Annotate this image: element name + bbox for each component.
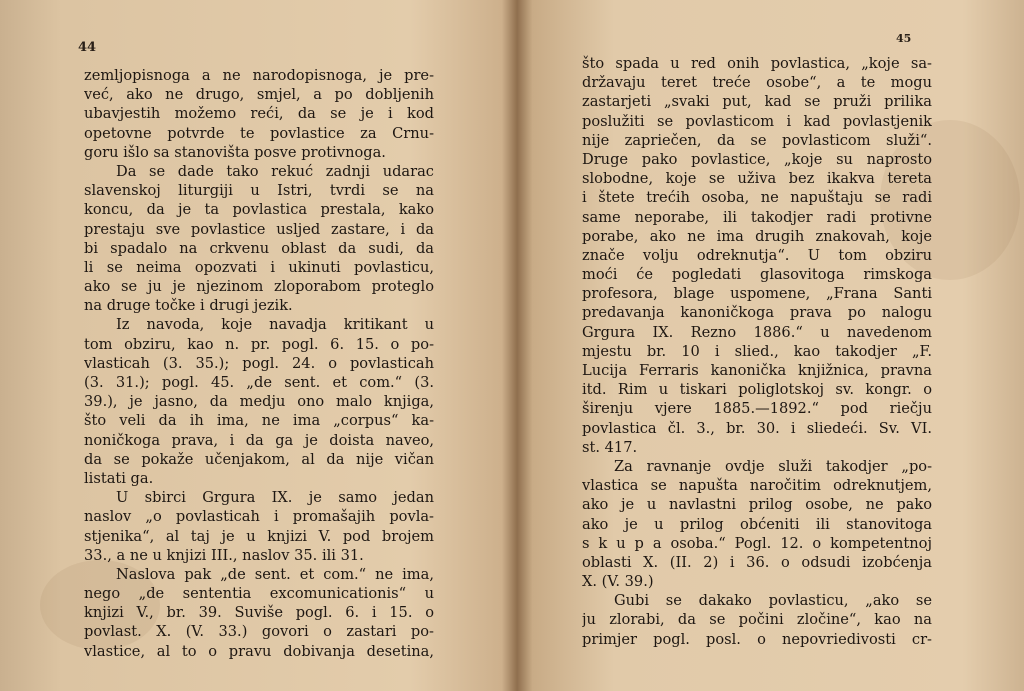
- text-line: itd. Rim u tiskari poliglotskoj sv. kongr. o: [582, 381, 932, 399]
- text-line: Lucija Ferraris kanonička knjižnica, pravna: [582, 362, 932, 379]
- text-line: tom obziru, kao n. pr. pogl. 6. 15. o po-: [84, 335, 434, 353]
- page-text: [84, 66, 434, 661]
- text-line: ju zlorabi, da se počini zločine“, kao na: [582, 611, 932, 629]
- text-line: Grgura IX. Rezno 1886.“ u navedenom: [582, 323, 932, 341]
- text-line: knjizi V., br. 39. Suviše pogl. 6. i 15. o: [84, 604, 434, 622]
- text-line: državaju teret treće osobe“, a te mogu: [582, 74, 932, 92]
- text-line: mjestu br. 10 i slied., kao takodjer „F.: [582, 342, 932, 360]
- text-line: bi spadalo na crkvenu oblast da sudi, da: [84, 239, 434, 257]
- text-line: primjer pogl. posl. o nepovriedivosti cr-: [582, 630, 932, 648]
- text-line: predavanja kanoničkoga prava po nalogu: [582, 304, 932, 322]
- text-line: stjenika“, al taj je u knjizi V. pod brojem: [84, 527, 434, 545]
- text-line: noničkoga prava, i da ga je doista naveo,: [84, 431, 434, 449]
- text-line: naslov „o povlasticah i promašajih povla-: [84, 508, 434, 526]
- text-line: ako je u navlastni prilog osobe, ne pako: [582, 496, 932, 514]
- text-line: zemljopisnoga a ne narodopisnoga, je pre-: [84, 67, 434, 84]
- text-line: listati ga.: [84, 469, 154, 487]
- text-line: širenju vjere 1885.—1892.“ pod riečju: [582, 400, 932, 418]
- text-line: Da se dade tako rekuć zadnji udarac: [116, 162, 434, 180]
- page-number: 45: [896, 32, 912, 45]
- text-line: povlast. X. (V. 33.) govori o zastari po-: [84, 623, 434, 641]
- text-line: 39.), je jasno, da medju ono malo knjiga,: [84, 393, 434, 411]
- text-line: zastarjeti „svaki put, kad se pruži prilika: [582, 93, 932, 111]
- text-line: moći će pogledati glasovitoga rimskoga: [582, 266, 932, 284]
- text-line: s k u p a osoba.“ Pogl. 12. o kompetentnoj: [582, 534, 932, 552]
- page-number: 44: [78, 40, 97, 55]
- text-line: U sbirci Grgura IX. je samo jedan: [116, 489, 434, 507]
- text-line: goru išlo sa stanovišta posve protivnoga.: [84, 143, 386, 161]
- text-line: Druge pako povlastice, „koje su naprosto: [582, 150, 932, 168]
- text-line: li se neima opozvati i ukinuti povlasticu,: [84, 258, 434, 276]
- text-line: poslužiti se povlasticom i kad povlastjenik: [582, 112, 932, 130]
- left-page: [0, 0, 510, 691]
- text-line: što spada u red onih povlastica, „koje sa-: [582, 55, 932, 72]
- text-line: Za ravnanje ovdje služi takodjer „po-: [614, 457, 932, 475]
- right-page: [514, 0, 1024, 691]
- text-line: i štete trećih osoba, ne napuštaju se radi: [582, 189, 932, 207]
- text-line: Iz navoda, koje navadja kritikant u: [116, 316, 434, 334]
- text-line: st. 417.: [582, 438, 638, 456]
- text-line: da se pokaže učenjakom, al da nije vičan: [84, 450, 434, 468]
- text-line: same neporabe, ili takodjer radi protivne: [582, 208, 932, 226]
- text-line: nego „de sententia excomunicationis“ u: [84, 585, 434, 603]
- text-line: koncu, da je ta povlastica prestala, kako: [84, 201, 434, 219]
- text-line: povlastica čl. 3., br. 30. i sliedeći. Sv. VI.: [582, 419, 932, 437]
- text-line: prestaju sve povlastice uslјed zastare, i da: [84, 220, 434, 238]
- text-line: porabe, ako ne ima drugih znakovah, koje: [582, 227, 932, 245]
- text-line: Gubi se dakako povlasticu, „ako se: [614, 592, 932, 610]
- text-line: (3. 31.); pogl. 45. „de sent. et com.“ (3.: [84, 374, 434, 391]
- text-line: ubavjestih možemo reći, da se je i kod: [84, 105, 434, 123]
- text-line: ako se ju je njezinom zloporabom proteglo: [84, 278, 434, 296]
- text-line: profesora, blage uspomene, „Frana Santi: [582, 285, 932, 303]
- text-line: slobodne, koje se uživa bez ikakva tereta: [582, 170, 932, 188]
- text-line: na druge točke i drugi jezik.: [84, 297, 293, 315]
- text-line: vlastice, al to o pravu dobivanja desetina,: [84, 642, 434, 660]
- text-line: slavenskoj liturgiji u Istri, tvrdi se na: [84, 182, 434, 200]
- text-line: znače volju odreknutja“. U tom obziru: [582, 246, 932, 264]
- text-line: već, ako ne drugo, smjel, a po dobljenih: [84, 86, 434, 104]
- text-line: vlastica se napušta naročitim odreknutjem,: [582, 477, 932, 495]
- text-line: Naslova pak „de sent. et com.“ ne ima,: [116, 565, 434, 583]
- text-line: vlasticah (3. 35.); pogl. 24. o povlasticah: [84, 354, 434, 372]
- text-line: ako je u prilog obćeniti ili stanovitoga: [582, 515, 932, 533]
- text-line: nije zapriečen, da se povlasticom služi“.: [582, 131, 932, 149]
- text-line: opetovne potvrde te povlastice za Crnu-: [84, 124, 434, 142]
- page-text: [582, 54, 932, 649]
- text-line: što veli da ih ima, ne ima „corpus“ ka-: [84, 412, 434, 430]
- text-line: X. (V. 39.): [582, 573, 654, 591]
- text-line: 33., a ne u knjizi III., naslov 35. ili 31.: [84, 546, 364, 564]
- text-line: oblasti X. (II. 2) i 36. o odsudi izobćenja: [582, 553, 932, 571]
